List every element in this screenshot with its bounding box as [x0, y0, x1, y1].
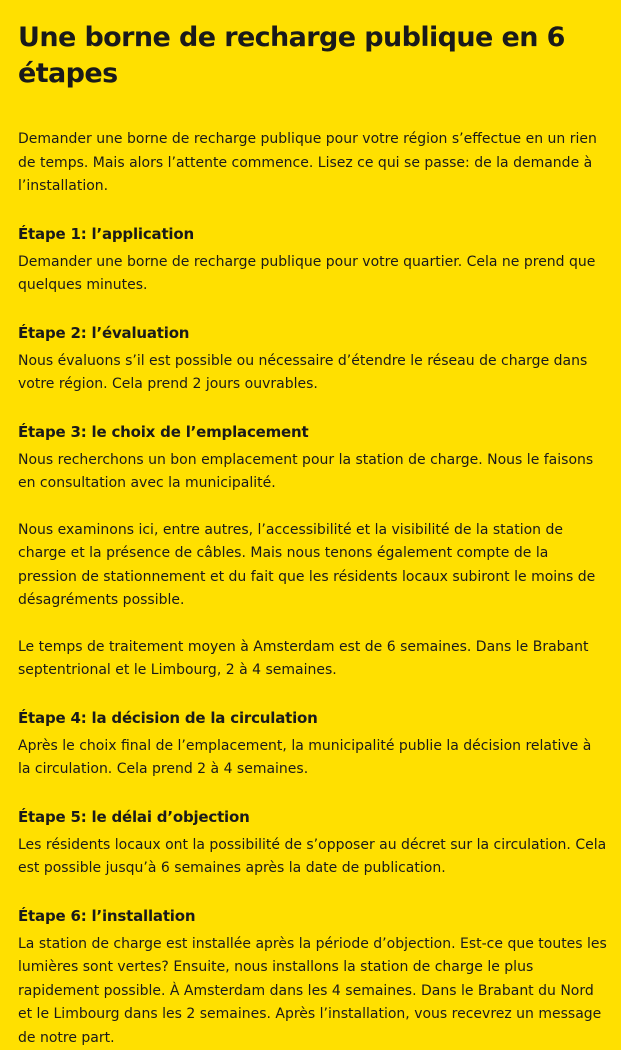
step-3-section — [18, 421, 607, 683]
step-6-text: La station de charge est installée après la période d’objection. Est-ce que toutes les lumières sont vertes? Ensuite, nous installons la station de charge le plus rapidement possible. À Amsterdam dans les 4 semaines. Dans le Brabant du Nord et le Limbourg dans les 2 semaines. Après l’installation, vous recevrez un message de notre part. — [18, 933, 607, 1050]
step-1-section — [18, 223, 607, 298]
step-3-text-3: Le temps de traitement moyen à Amsterdam est de 6 semaines. Dans le Brabant septentrional et le Limbourg, 2 à 4 semaines. — [18, 636, 607, 683]
step-5-text: Les résidents locaux ont la possibilité de s’opposer au décret sur la circulation. Cela est possible jusqu’à 6 semaines après la date de publication. — [18, 834, 607, 881]
step-3-text-1: Nous recherchons un bon emplacement pour la station de charge. Nous le faisons en consultation avec la municipalité. — [18, 449, 607, 496]
step-4-section — [18, 707, 607, 782]
step-4-heading: Étape 4: la décision de la circulation — [18, 707, 607, 729]
step-6-section — [18, 905, 607, 1050]
step-2-section — [18, 322, 607, 397]
step-5-heading: Étape 5: le délai d’objection — [18, 806, 607, 828]
step-2-heading: Étape 2: l’évaluation — [18, 322, 607, 344]
page-title: Une borne de recharge publique en 6 étapes — [18, 20, 607, 92]
intro-paragraph: Demander une borne de recharge publique pour votre région s’effectue en un rien de temps. Mais alors l’attente commence. Lisez ce qui se passe: de la demande à l’installation. — [18, 128, 607, 199]
step-5-section — [18, 806, 607, 881]
step-3-text-2: Nous examinons ici, entre autres, l’accessibilité et la visibilité de la station de charge et la présence de câbles. Mais nous tenons également compte de la pression de stationnement et du fait que les résidents locaux subiront le moins de désagréments possible. — [18, 519, 607, 613]
step-4-text: Après le choix final de l’emplacement, la municipalité publie la décision relative à la circulation. Cela prend 2 à 4 semaines. — [18, 735, 607, 782]
step-6-heading: Étape 6: l’installation — [18, 905, 607, 927]
step-2-text: Nous évaluons s’il est possible ou nécessaire d’étendre le réseau de charge dans votre région. Cela prend 2 jours ouvrables. — [18, 350, 607, 397]
step-3-heading: Étape 3: le choix de l’emplacement — [18, 421, 607, 443]
step-1-text: Demander une borne de recharge publique pour votre quartier. Cela ne prend que quelques minutes. — [18, 251, 607, 298]
step-1-heading: Étape 1: l’application — [18, 223, 607, 245]
